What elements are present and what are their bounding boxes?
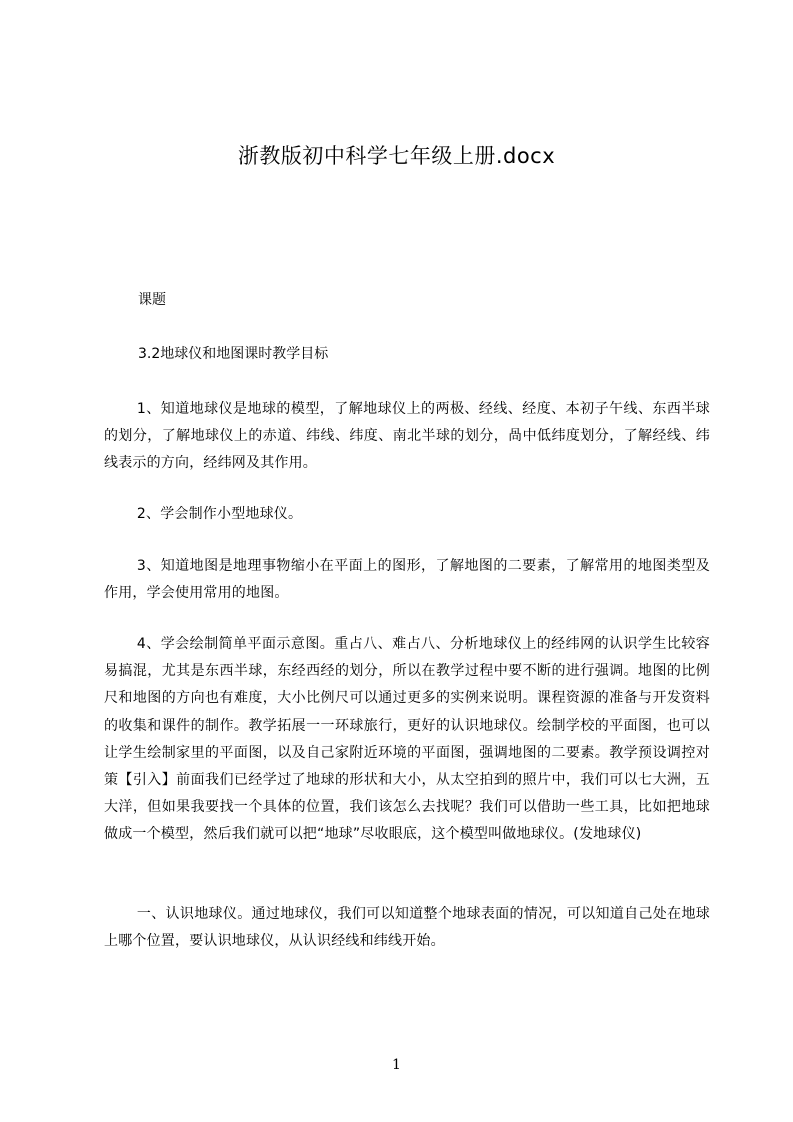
objective-paragraph-2: 2、学会制作小型地球仪。 — [136, 506, 303, 522]
section-paragraph-globe: 一、认识地球仪。通过地球仪，我们可以知道整个地球表面的情况，可以知道自己处在地球上哪个位置，要认识地球仪，从认识经线和纬线开始。 — [104, 906, 710, 950]
lesson-title: 3.2地球仪和地图课时教学目标 — [138, 346, 329, 362]
page-number: 1 — [392, 1057, 401, 1073]
lesson-label: 课题 — [138, 292, 166, 308]
objective-paragraph-3: 3、知道地图是地理事物缩小在平面上的图形，了解地图的二要素，了解常用的地图类型及作用，学会使用常用的地图。 — [104, 558, 710, 602]
document-title: 浙教版初中科学七年级上册.docx — [237, 144, 556, 168]
objective-paragraph-4: 4、学会绘制简单平面示意图。重占八、难占八、分析地球仪上的经纬网的认识学生比较容易搞混，尤其是东西半球，东经西经的划分，所以在教学过程中要不断的进行强调。地图的比例尺和地图的方向也有难度，大小比例尺可以通过更多的实例来说明。课程资源的准备与开发资料的收集和课件的制作。教学拓展一一环球旅行，更好的认识地球仪。绘制学校的平面图，也可以让学生绘制家里的平面图，以及自己家附近环境的平面图，强调地图的二要素。教学预设调控对策【引入】前面我们已经学过了地球的形状和大小，从太空拍到的照片中，我们可以七大洲，五大洋，但如果我要找一个具体的位置，我们该怎么去找呢？我们可以借助一些工具，比如把地球做成一个模型，然后我们就可以把“地球”尽收眼底，这个模型叫做地球仪。(发地球仪) — [104, 636, 710, 843]
objective-paragraph-1: 1、知道地球仪是地球的模型，了解地球仪上的两极、经线、经度、本初子午线、东西半球的划分，了解地球仪上的赤道、纬线、纬度、南北半球的划分，咼中低纬度划分，了解经线、纬线表示的方向，经纬网及其作用。 — [104, 401, 710, 472]
